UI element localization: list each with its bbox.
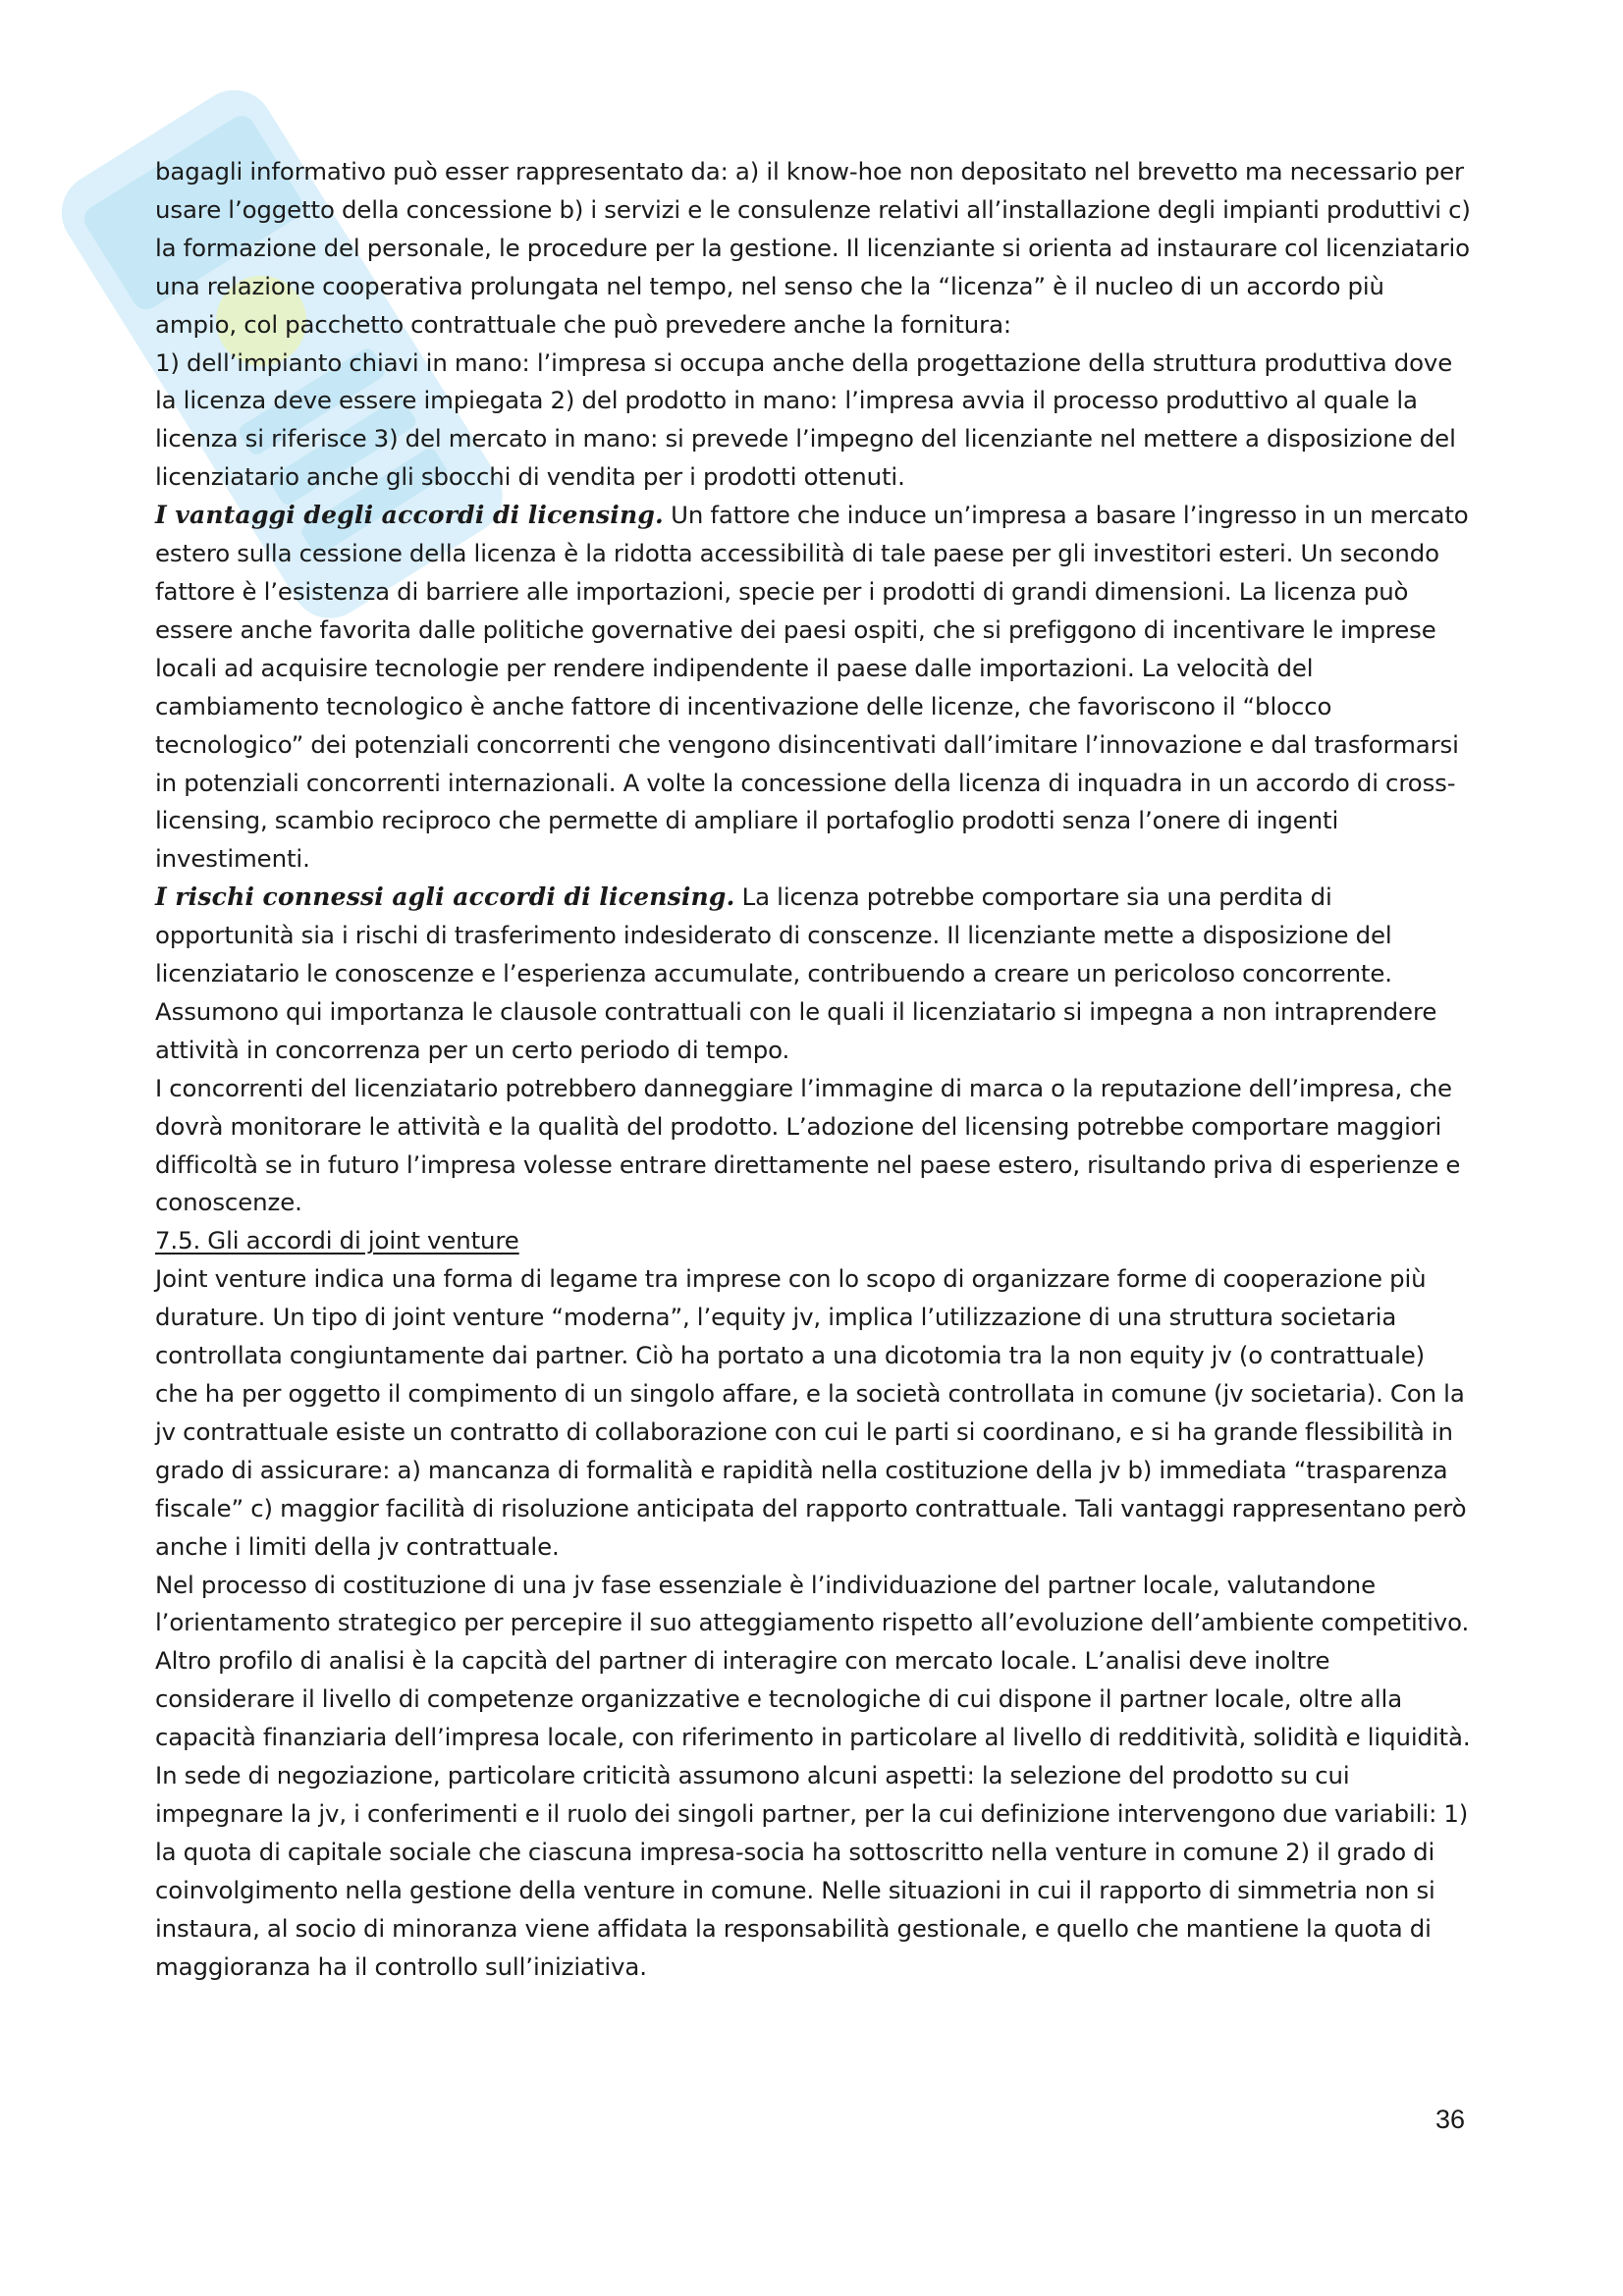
paragraph [155, 1070, 1471, 1223]
paragraph-text: I concorrenti del licenziatario potrebbero danneggiare l’immagine di marca o la reputazione dell’impresa, che dovrà monitorare le attività e la qualità del prodotto. L’adozione del licensing potrebbe comportare maggiori difficoltà se in futuro l’impresa volesse entrare direttamente nel paese estero, risultando priva di esperienze e conoscenze. [155, 1073, 1461, 1217]
page-number: 36 [1435, 2105, 1466, 2134]
paragraph [155, 1757, 1471, 1986]
paragraph-lead-heading: I rischi connessi agli accordi di licensing. [155, 882, 735, 912]
section-heading: 7.5. Gli accordi di joint venture [155, 1226, 519, 1255]
paragraph-text: 1) dell’impianto chiavi in mano: l’impresa si occupa anche della progettazione della struttura produttiva dove la licenza deve essere impiegata 2) del prodotto in mano: l’impresa avvia il processo produttivo al quale la licenza si riferisce 3) del mercato in mano: si prevede l’impegno del licenziante nel mettere a disposizione del licenziatario anche gli sbocchi di vendita per i prodotti ottenuti. [155, 347, 1456, 492]
paragraph-text: Joint venture indica una forma di legame tra imprese con lo scopo di organizzare forme di cooperazione più durature. Un tipo di joint venture “moderna”, l’equity jv, implica l’utilizzazione di una struttura societaria controllata congiuntamente dai partner. Ciò ha portato a una dicotomia tra la non equity jv (o contrattuale) che ha per oggetto il compimento di un singolo affare, e la società controllata in comune (jv societaria). Con la jv contrattuale esiste un contratto di collaborazione con cui le parti si coordinano, e si ha grande flessibilità in grado di assicurare: a) mancanza di formalità e rapidità nella costituzione della jv b) immediata “trasparenza fiscale” c) maggior facilità di risoluzione anticipata del rapporto contrattuale. Tali vantaggi rappresentano però anche i limiti della jv contrattuale. [155, 1264, 1467, 1561]
paragraph [155, 1567, 1471, 1758]
paragraph [155, 345, 1471, 498]
paragraph [155, 1260, 1471, 1566]
paragraph-text: Un fattore che induce un’impresa a basare l’ingresso in un mercato estero sulla cessione della licenza è la ridotta accessibilità di tale paese per gli investitori esteri. Un secondo fattore è l’esistenza di barriere alle importazioni, specie per i prodotti di grandi dimensioni. La licenza può essere anche favorita dalle politiche governative dei paesi ospiti, che si prefiggono di incentivare le imprese locali ad acquisire tecnologie per rendere indipendente il paese dalle importazioni. La velocità del cambiamento tecnologico è anche fattore di incentivazione delle licenze, che favoriscono il “blocco tecnologico” dei potenziali concorrenti che vengono disincentivati dall’imitare l’innovazione e dal trasformarsi in potenziali concorrenti internazionali. A volte la concessione della licenza di inquadra in un accordo di cross-licensing, scambio reciproco che permette di ampliare il portafoglio prodotti senza l’onere di ingenti investimenti. [155, 501, 1469, 874]
paragraph-text: Nel processo di costituzione di una jv fase essenziale è l’individuazione del partner locale, valutandone l’orientamento strategico per percepire il suo atteggiamento rispetto all’evoluzione dell’ambiente competitivo. Altro profilo di analisi è la capcità del partner di interagire con mercato locale. L’analisi deve inoltre considerare il livello di competenze organizzative e tecnologiche di cui dispone il partner locale, oltre alla capacità finanziaria dell’impresa locale, con riferimento in particolare al livello di redditività, solidità e liquidità. [155, 1570, 1471, 1752]
paragraph [155, 497, 1471, 879]
paragraph-lead-heading: I vantaggi degli accordi di licensing. [155, 501, 664, 530]
page-content [155, 153, 1471, 1987]
paragraph-text: La licenza potrebbe comportare sia una perdita di opportunità sia i rischi di trasferimento indesiderato di conscenze. Il licenziante mette a disposizione del licenziatario le conoscenze e l’esperienza accumulate, contribuendo a creare un pericoloso concorrente. Assumono qui importanza le clausole contrattuali con le quali il licenziatario si impegna a non intraprendere attività in concorrenza per un certo periodo di tempo. [155, 882, 1437, 1064]
paragraph-text: bagagli informativo può esser rappresentato da: a) il know-hoe non depositato nel brevetto ma necessario per usare l’oggetto della concessione b) i servizi e le consulenze relativi all’installazione degli impianti produttivi c) la formazione del personale, le procedure per la gestione. Il licenziante si orienta ad instaurare col licenziatario una relazione cooperativa prolungata nel tempo, nel senso che la “licenza” è il nucleo di un accordo più ampio, col pacchetto contrattuale che può prevedere anche la fornitura: [155, 157, 1471, 339]
paragraph-text: In sede di negoziazione, particolare criticità assumono alcuni aspetti: la selezione del prodotto su cui impegnare la jv, i conferimenti e il ruolo dei singoli partner, per la cui definizione intervengono due variabili: 1) la quota di capitale sociale che ciascuna impresa-socia ha sottoscritto nella venture in comune 2) il grado di coinvolgimento nella gestione della venture in comune. Nelle situazioni in cui il rapporto di simmetria non si instaura, al socio di minoranza viene affidata la responsabilità gestionale, e quello che mantiene la quota di maggioranza ha il controllo sull’iniziativa. [155, 1761, 1469, 1981]
paragraph [155, 879, 1471, 1070]
paragraph [155, 153, 1471, 345]
